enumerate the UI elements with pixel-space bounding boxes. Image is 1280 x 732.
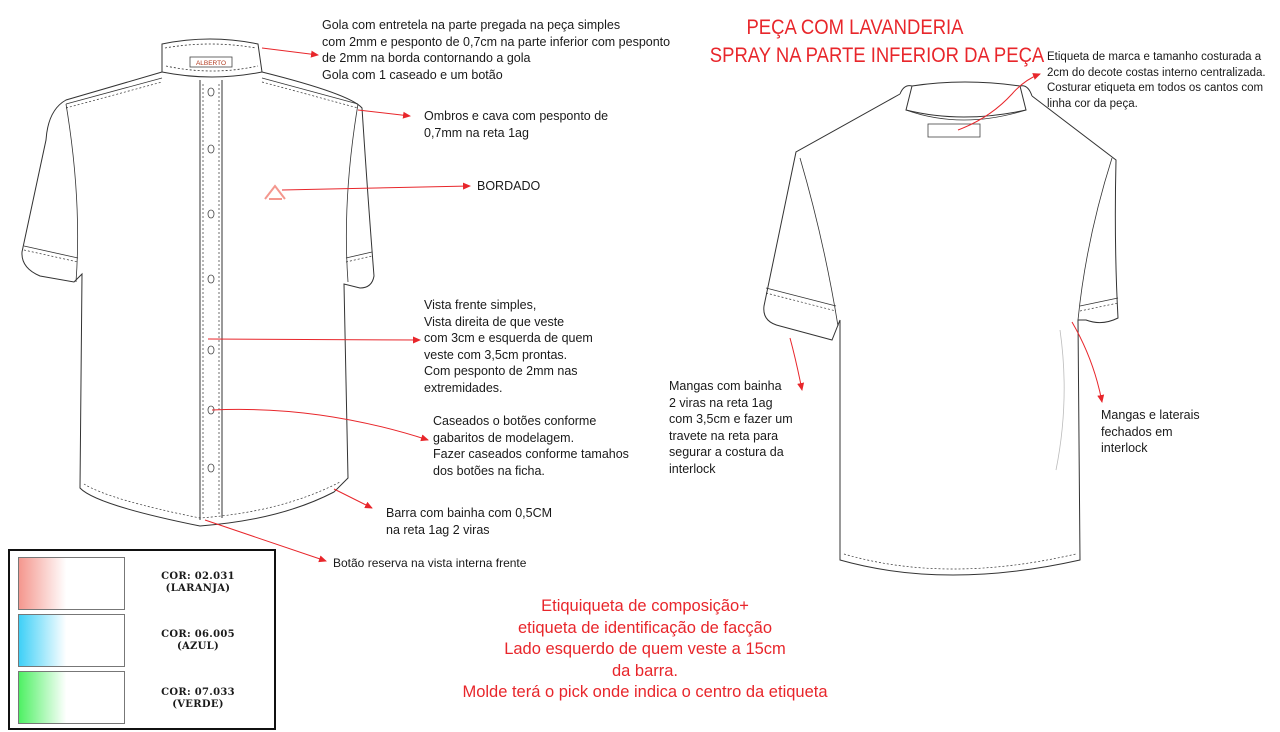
color-label-laranja <box>138 571 258 595</box>
collar-note-line: de 2mm na borda contornando a gola <box>322 51 531 65</box>
color-name: (VERDE) <box>172 699 224 710</box>
embroidery-note <box>477 178 540 195</box>
collar-label-text: ALBERTO <box>195 60 227 67</box>
shoulders-note-line: 0,7mm na reta 1ag <box>424 125 529 140</box>
back-brand-label <box>928 124 980 137</box>
buttonholes-note <box>433 413 629 479</box>
buttonholes-note-line: dos botões na ficha. <box>433 463 545 478</box>
shoulders-note <box>424 108 608 141</box>
color-label-verde <box>138 687 258 711</box>
hem-note-line: na reta 1ag 2 viras <box>386 522 490 537</box>
spare-button-note <box>333 555 526 572</box>
composition-note <box>400 596 890 704</box>
front-buttons <box>208 88 214 472</box>
brand-label-note-line: Etiqueta de marca e tamanho costurada a <box>1047 51 1262 63</box>
composition-note-line: Lado esquerdo de quem veste a 15cm <box>504 640 786 658</box>
color-name: (AZUL) <box>176 641 220 652</box>
collar-note-line: com 2mm e pesponto de 0,7cm na parte inferior com pesponto <box>322 34 671 49</box>
hem-note-line: Barra com bainha com 0,5CM <box>386 506 553 520</box>
sleeves-hem-note-line: segurar a costura da <box>669 445 784 459</box>
collar-note-line: Gola com entretela na parte pregada na peça simples <box>322 18 621 32</box>
sleeves-hem-note-line: Mangas com bainha <box>669 379 782 393</box>
buttonholes-note-line: Fazer caseados conforme tamahos <box>433 447 629 461</box>
color-code: COR: 07.033 <box>161 687 235 698</box>
composition-note-line: da barra. <box>611 661 679 680</box>
buttonholes-note-line: gabaritos de modelagem. <box>433 430 575 445</box>
shoulders-note-line: Ombros e cava com pesponto de <box>424 109 609 123</box>
color-label-azul <box>138 629 258 653</box>
washing-title-line1: PEÇA COM LAVANDERIA <box>746 16 964 39</box>
embroidery-note-line: BORDADO <box>477 179 541 193</box>
sleeves-sides-note-line: fechados em <box>1101 424 1173 439</box>
color-swatch-laranja <box>18 557 125 610</box>
placket-note-line: Vista frente simples, <box>424 298 537 312</box>
sleeves-hem-note-line: interlock <box>669 461 716 476</box>
embroidery-logo <box>265 186 285 199</box>
color-code: COR: 02.031 <box>161 571 235 582</box>
sleeves-sides-note <box>1101 407 1200 457</box>
sleeves-sides-note-line: Mangas e laterais <box>1101 408 1200 422</box>
sleeves-hem-note-line: com 3,5cm e fazer um <box>669 412 793 426</box>
placket-note-line: veste com 3,5cm prontas. <box>424 347 568 362</box>
sleeves-hem-note <box>669 378 793 477</box>
front-shirt-drawing <box>22 39 374 526</box>
sleeves-hem-note-line: 2 viras na reta 1ag <box>669 395 773 410</box>
spare-button-note-line: Botão reserva na vista interna frente <box>333 556 527 570</box>
placket-note-line: com 3cm e esquerda de quem <box>424 331 593 345</box>
placket-note-line: Com pesponto de 2mm nas <box>424 364 578 378</box>
color-swatch-azul <box>18 614 125 667</box>
composition-note-line: etiqueta de identificação de facção <box>517 618 773 637</box>
hem-note <box>386 505 552 538</box>
back-shirt-drawing <box>764 82 1118 575</box>
brand-label-note <box>1047 50 1266 112</box>
color-code: COR: 06.005 <box>161 629 235 640</box>
collar-note <box>322 17 670 83</box>
washing-title-line2: SPRAY NA PARTE INFERIOR DA PEÇA <box>709 44 1045 67</box>
buttonholes-note-line: Caseados o botões conforme <box>433 414 597 428</box>
washing-title <box>709 14 1045 70</box>
brand-label-note-line: Costurar etiqueta em todos os cantos com <box>1047 82 1264 94</box>
color-swatch-verde <box>18 671 125 724</box>
sleeves-hem-note-line: travete na reta para <box>669 428 779 443</box>
color-name: (LARANJA) <box>165 583 231 594</box>
composition-note-line: Etiquiqueta de composição+ <box>541 597 749 615</box>
composition-note-line: Molde terá o pick onde indica o centro da etiqueta <box>462 683 828 701</box>
placket-note-line: extremidades. <box>424 380 503 395</box>
brand-label-note-line: linha cor da peça. <box>1047 97 1138 110</box>
collar-note-line: Gola com 1 caseado e um botão <box>322 67 503 82</box>
brand-label-note-line: 2cm do decote costas interno centralizada. <box>1047 66 1266 79</box>
color-swatch-panel <box>8 549 276 730</box>
placket-note-line: Vista direita de que veste <box>424 314 565 329</box>
sleeves-sides-note-line: interlock <box>1101 441 1148 455</box>
placket-note <box>424 297 593 396</box>
